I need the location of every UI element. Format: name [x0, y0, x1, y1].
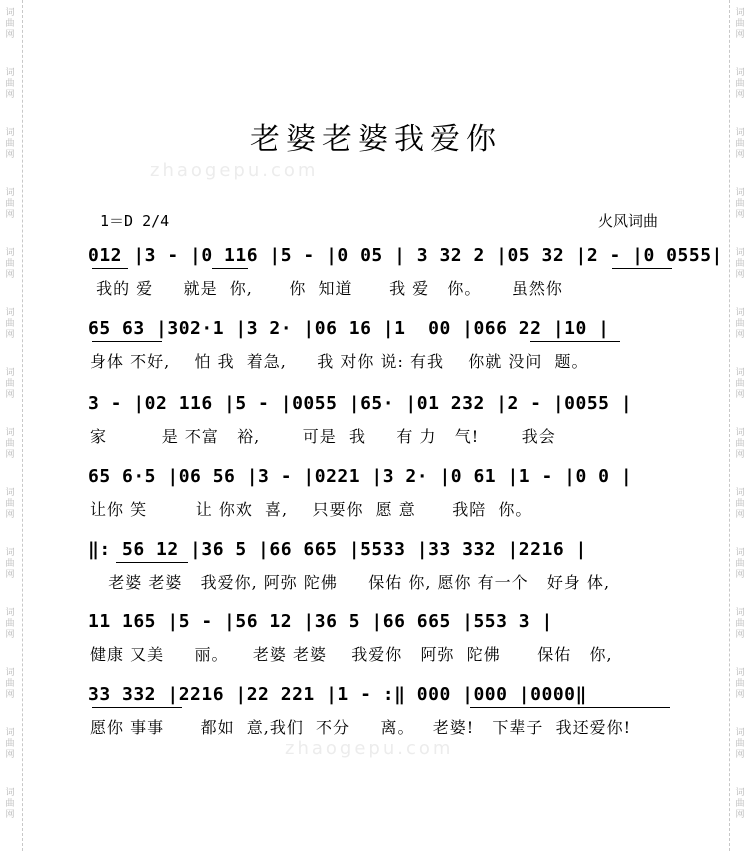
side-watermark-text: 词 曲 网 — [5, 608, 15, 640]
beam-underline — [92, 707, 182, 708]
beam-underline — [212, 268, 248, 269]
beam-underline — [530, 341, 620, 342]
notation-line-1: 012 |3 - |0 116 |5 - |0 05 | 3 32 2 |05 32 |2 - |0 0555| — [88, 245, 723, 266]
notation-line-5: ‖: 56 12 |36 5 |66 665 |5533 |33 332 |2216 | — [88, 539, 587, 560]
side-watermark-text: 词 曲 网 — [735, 248, 745, 280]
side-watermark-text: 词 曲 网 — [5, 68, 15, 100]
notation-line-3: 3 - |02 116 |5 - |0055 |65· |01 232 |2 - |0055 | — [88, 393, 633, 414]
side-watermark-text: 词 曲 网 — [5, 128, 15, 160]
beam-underline — [470, 707, 670, 708]
notation-line-7: 33 332 |2216 |22 221 |1 - :‖ 000 |000 |0000‖ — [88, 684, 587, 705]
bottom-watermark: zhaogepu.com — [285, 738, 454, 759]
side-watermark-text: 词 曲 网 — [735, 608, 745, 640]
lyrics-line-2: 身体 不好, 怕 我 着急, 我 对你 说: 有我 你就 没问 题。 — [90, 352, 589, 371]
side-watermark-text: 词 曲 网 — [735, 128, 745, 160]
notation-line-4: 65 6·5 |06 56 |3 - |0221 |3 2· |0 61 |1 - |0 0 | — [88, 466, 633, 487]
lyrics-line-6: 健康 又美 丽。 老婆 老婆 我爱你 阿弥 陀佛 保佑 你, — [90, 645, 613, 664]
lyrics-line-7: 愿你 事事 都如 意,我们 不分 离。 老婆! 下辈子 我还爱你! — [90, 718, 632, 737]
beam-underline — [612, 268, 672, 269]
side-watermark-text: 词 曲 网 — [5, 248, 15, 280]
side-watermark-text: 词 曲 网 — [735, 728, 745, 760]
side-watermark-text: 词 曲 网 — [735, 548, 745, 580]
side-watermark-text: 词 曲 网 — [5, 728, 15, 760]
side-watermark-text: 词 曲 网 — [735, 428, 745, 460]
side-watermark-text: 词 曲 网 — [5, 548, 15, 580]
lyric-music-credit: 火风词曲 — [598, 212, 659, 230]
side-watermark-text: 词 曲 网 — [5, 488, 15, 520]
side-watermark-text: 词 曲 网 — [735, 788, 745, 820]
lyrics-line-4: 让你 笑 让 你欢 喜, 只要你 愿 意 我陪 你。 — [90, 500, 533, 519]
beam-underline — [92, 341, 162, 342]
side-watermark-text: 词 曲 网 — [5, 668, 15, 700]
notation-line-2: 65 63 |302·1 |3 2· |06 16 |1 00 |066 22 |10 | — [88, 318, 610, 339]
key-signature: 1＝D 2/4 — [100, 212, 170, 230]
side-watermark-text: 词 曲 网 — [735, 8, 745, 40]
side-watermark-text: 词 曲 网 — [735, 188, 745, 220]
side-watermark-text: 词 曲 网 — [5, 188, 15, 220]
beam-underline — [92, 268, 128, 269]
side-watermark-text: 词 曲 网 — [5, 788, 15, 820]
beam-underline — [116, 562, 188, 563]
side-watermark-text: 词 曲 网 — [5, 308, 15, 340]
side-watermark-text: 词 曲 网 — [5, 8, 15, 40]
side-watermark-text: 词 曲 网 — [5, 368, 15, 400]
lyrics-line-5: 老婆 老婆 我爱你, 阿弥 陀佛 保佑 你, 愿你 有一个 好身 体, — [90, 573, 611, 592]
side-watermark-text: 词 曲 网 — [735, 308, 745, 340]
lyrics-line-1: 我的 爱 就是 你, 你 知道 我 爱 你。 虽然你 — [90, 279, 563, 298]
notation-line-6: 11 165 |5 - |56 12 |36 5 |66 665 |553 3 | — [88, 611, 553, 632]
song-title: 老婆老婆我爱你 — [250, 122, 502, 157]
side-watermark-text: 词 曲 网 — [735, 68, 745, 100]
side-watermark-text: 词 曲 网 — [5, 428, 15, 460]
lyrics-line-3: 家 是 不富 裕, 可是 我 有 力 气! 我会 — [90, 427, 556, 446]
side-watermark-text: 词 曲 网 — [735, 368, 745, 400]
center-watermark: zhaogepu.com — [150, 160, 319, 181]
side-watermark-text: 词 曲 网 — [735, 668, 745, 700]
side-watermark-text: 词 曲 网 — [735, 488, 745, 520]
